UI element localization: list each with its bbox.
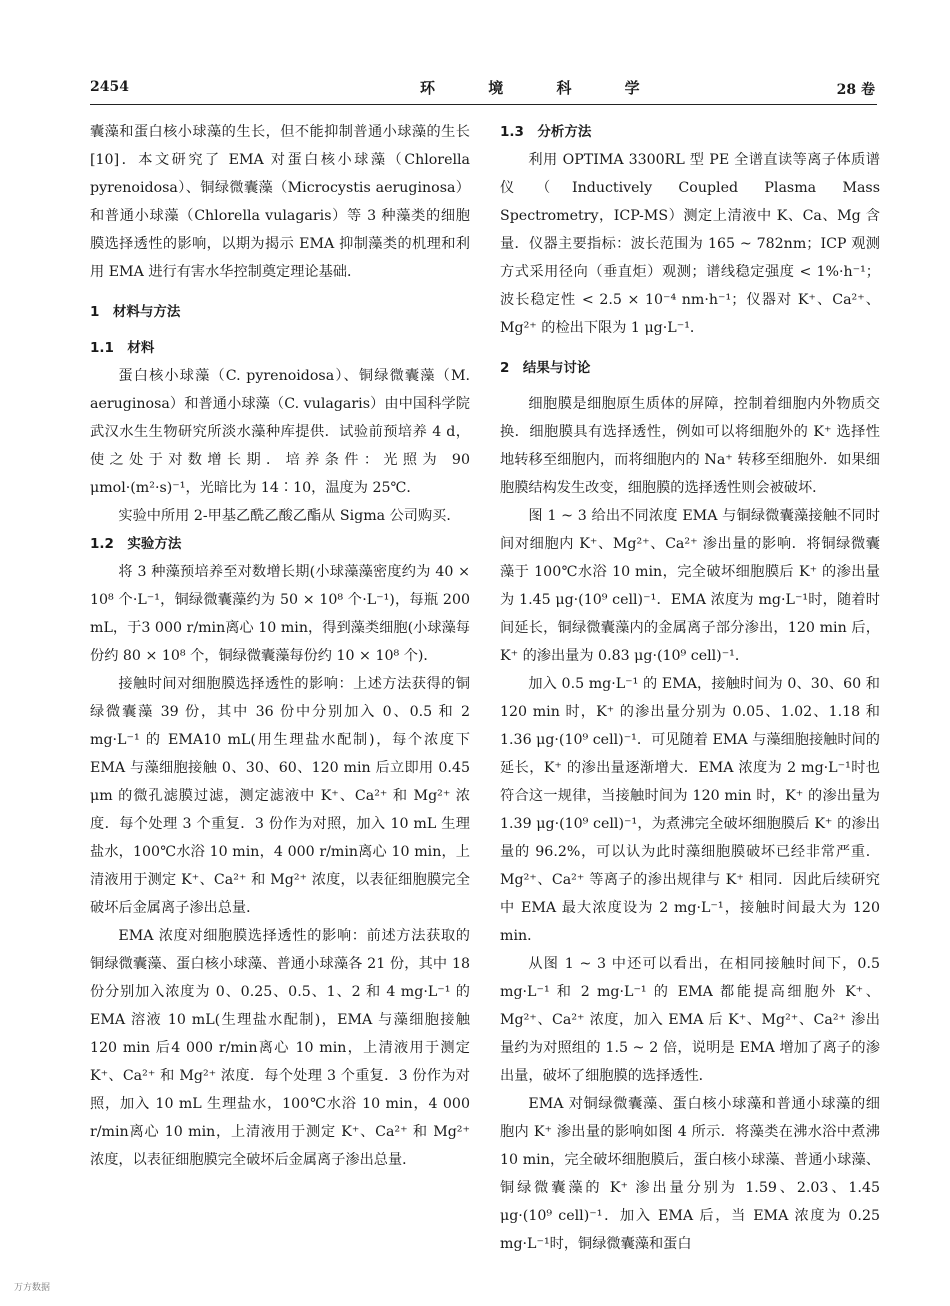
section-heading-1: 1 材料与方法 — [90, 304, 181, 320]
left-column — [90, 118, 470, 1174]
right-column — [500, 118, 880, 1258]
subsection-heading-1-1: 1.1 材料 — [90, 340, 155, 356]
volume-label: 28 卷 — [836, 82, 875, 98]
paragraph-results-2: 图 1 ~ 3 给出不同浓度 EMA 与铜绿微囊藻接触不同时间对细胞内 K⁺、Mg²⁺、Ca²⁺ 渗出量的影响．将铜绿微囊藻于 100℃水浴 10 min，完全破坏细胞膜后 K⁺ 的渗出量为 1.45 μg·(10⁹ cell)⁻¹．EMA 浓度为 mg·L⁻¹时，随着时间延长，铜绿微囊藻内的金属离子部分渗出，120 min 后，K⁺ 的渗出量为 0.83 μg·(10⁹ cell)⁻¹． — [500, 508, 880, 664]
paragraph-method-time: 接触时间对细胞膜选择透性的影响：上述方法获得的铜绿微囊藻 39 份，其中 36 份中分别加入 0、0.5 和 2 mg·L⁻¹ 的 EMA10 mL(用生理盐水配制)，每个浓度下 EMA 与藻细胞接触 0、30、60、120 min 后立即用 0.45 μm 的微孔滤膜过滤，测定滤液中 K⁺、Ca²⁺ 和 Mg²⁺ 浓度．每个处理 3 个重复．3 份作为对照，加入 10 mL 生理盐水，100℃水浴 10 min，4 000 r/min离心 10 min，上清液用于测定 K⁺、Ca²⁺ 和 Mg²⁺ 浓度，以表征细胞膜完全破坏后金属离子渗出总量． — [90, 676, 470, 916]
running-header — [90, 75, 875, 99]
paragraph-results-4: 从图 1 ~ 3 中还可以看出，在相同接触时间下，0.5 mg·L⁻¹ 和 2 mg·L⁻¹ 的 EMA 都能提高细胞外 K⁺、Mg²⁺、Ca²⁺ 浓度，加入 EMA 后 K⁺、Mg²⁺、Ca²⁺ 渗出量约为对照组的 1.5 ~ 2 倍，说明是 EMA 增加了离子的渗出量，破坏了细胞膜的选择透性． — [500, 956, 880, 1084]
section-heading-2: 2 结果与讨论 — [500, 360, 591, 376]
intro-paragraph: 囊藻和蛋白核小球藻的生长，但不能抑制普通小球藻的生长[10]．本文研究了 EMA 对蛋白核小球藻（Chlorella pyrenoidosa）、铜绿微囊藻（Microcystis aeruginosa）和普通小球藻（Chlorella vulagaris）等 3 种藻类的细胞膜选择透性的影响，以期为揭示 EMA 抑制藻类的机理和利用 EMA 进行有害水华控制奠定理论基础． — [90, 124, 470, 280]
paragraph-method-concentration: EMA 浓度对细胞膜选择透性的影响：前述方法获取的铜绿微囊藻、蛋白核小球藻、普通小球藻各 21 份，其中 18 份分别加入浓度为 0、0.25、0.5、1、2 和 4 mg·L⁻¹ 的 EMA 溶液 10 mL(生理盐水配制)，EMA 与藻细胞接触 120 min 后4 000 r/min离心 10 min，上清液用于测定 K⁺、Ca²⁺ 和 Mg²⁺ 浓度．每个处理 3 个重复．3 份作为对照，加入 10 mL 生理盐水，100℃水浴 10 min，4 000 r/min离心 10 min，上清液用于测定 K⁺、Ca²⁺ 和 Mg²⁺ 浓度，以表征细胞膜完全破坏后金属离子渗出总量． — [90, 928, 470, 1168]
paragraph-results-3: 加入 0.5 mg·L⁻¹ 的 EMA，接触时间为 0、30、60 和 120 min 时，K⁺ 的渗出量分别为 0.05、1.02、1.18 和 1.36 μg·(10⁹ cell)⁻¹．可见随着 EMA 与藻细胞接触时间的延长，K⁺ 的渗出量逐渐增大．EMA 浓度为 2 mg·L⁻¹时也符合这一规律，当接触时间为 120 min 时，K⁺ 的渗出量为 1.39 μg·(10⁹ cell)⁻¹，为煮沸完全破坏细胞膜后 K⁺ 的渗出量的 96.2%，可以认为此时藻细胞膜破坏已经非常严重．Mg²⁺、Ca²⁺ 等离子的渗出规律与 K⁺ 相同．因此后续研究中 EMA 最大浓度设为 2 mg·L⁻¹，接触时间最大为 120 min． — [500, 676, 880, 944]
paragraph-reagent: 实验中所用 2-甲基乙酰乙酸乙酯从 Sigma 公司购买． — [118, 508, 461, 524]
paragraph-results-1: 细胞膜是细胞原生质体的屏障，控制着细胞内外物质交换．细胞膜具有选择透性，例如可以将细胞外的 K⁺ 选择性地转移至细胞内，而将细胞内的 Na⁺ 转移至细胞外．如果细胞膜结构发生改变，细胞膜的选择透性则会被破坏． — [500, 396, 880, 496]
subsection-heading-1-2: 1.2 实验方法 — [90, 536, 182, 552]
paragraph-analysis: 利用 OPTIMA 3300RL 型 PE 全谱直读等离子体质谱仪（Inductively Coupled Plasma Mass Spectrometry，ICP-MS）测定上清液中 K、Ca、Mg 含量．仪器主要指标：波长范围为 165 ~ 782nm；ICP 观测方式采用径向（垂直炬）观测；谱线稳定强度 < 1%·h⁻¹；波长稳定性 < 2.5 × 10⁻⁴ nm·h⁻¹；仪器对 K⁺、Ca²⁺、Mg²⁺ 的检出下限为 1 μg·L⁻¹． — [500, 152, 880, 336]
subsection-heading-1-3: 1.3 分析方法 — [500, 124, 592, 140]
journal-title: 环 境 科 学 — [420, 79, 664, 97]
paragraph-results-5: EMA 对铜绿微囊藻、蛋白核小球藻和普通小球藻的细胞内 K⁺ 渗出量的影响如图 4 所示．将藻类在沸水浴中煮沸 10 min，完全破坏细胞膜后，蛋白核小球藻、普通小球藻、铜绿微囊藻的 K⁺ 渗出量分别为 1.59、2.03、1.45 μg·(10⁹ cell)⁻¹．加入 EMA 后，当 EMA 浓度为 0.25 mg·L⁻¹时，铜绿微囊藻和蛋白 — [500, 1096, 880, 1252]
paragraph-method-culture: 将 3 种藻预培养至对数增长期(小球藻藻密度约为 40 × 10⁸ 个·L⁻¹，铜绿微囊藻约为 50 × 10⁸ 个·L⁻¹)，每瓶 200 mL，于3 000 r/min离心 10 min，得到藻类细胞(小球藻每份约 80 × 10⁸ 个，铜绿微囊藻每份约 10 × 10⁸ 个)． — [90, 564, 470, 664]
header-rule — [90, 104, 877, 105]
paragraph-materials: 蛋白核小球藻（C. pyrenoidosa）、铜绿微囊藻（M. aeruginosa）和普通小球藻（C. vulagaris）由中国科学院武汉水生生物研究所淡水藻种库提供．试验前预培养 4 d，使之处于对数增长期．培养条件：光照为 90 μmol·(m²·s)⁻¹，光暗比为 14∶10，温度为 25℃． — [90, 368, 470, 496]
page-number: 2454 — [90, 79, 129, 95]
watermark: 万方数据 — [14, 1283, 51, 1293]
